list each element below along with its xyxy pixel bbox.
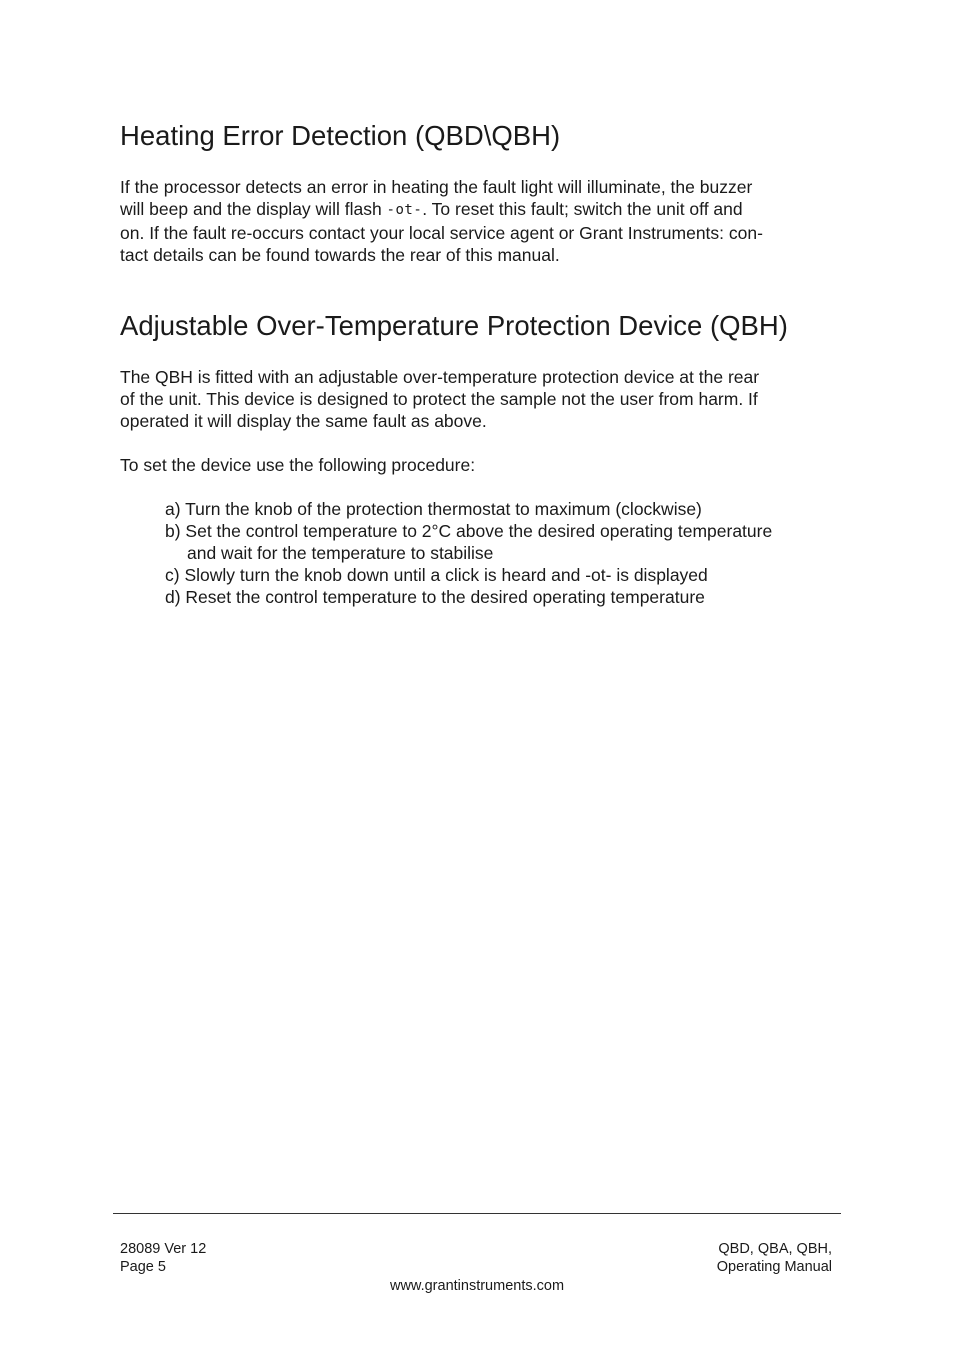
footer-website: www.grantinstruments.com (389, 1278, 565, 1294)
paragraph-line (120, 198, 842, 222)
footer-divider (113, 1213, 841, 1214)
paragraph-line: on. If the fault re-occurs contact your local service agent or Grant Instruments: con- (120, 223, 763, 243)
step-text: a) Turn the knob of the protection thermostat to maximum (clockwise) (165, 499, 702, 519)
procedure-intro (120, 454, 842, 476)
step-continuation: and wait for the temperature to stabilise (187, 543, 494, 563)
step-text: c) Slowly turn the knob down until a click is heard and -ot- is displayed (165, 565, 708, 585)
procedure-step-b (165, 520, 772, 564)
paragraph-line: To set the device use the following procedure: (120, 455, 476, 475)
procedure-step-a (165, 498, 772, 520)
paragraph-text: will beep and the display will flash (120, 199, 387, 219)
paragraph-text: . To reset this fault; switch the unit off and (422, 199, 743, 219)
over-temperature-paragraph (120, 366, 842, 432)
step-text: b) Set the control temperature to 2°C above the desired operating temperature (165, 521, 773, 541)
footer-manual-title: Operating Manual (716, 1259, 832, 1275)
heating-error-paragraph (120, 176, 842, 266)
footer-version: 28089 Ver 12 (120, 1241, 207, 1257)
section-title-over-temperature: Adjustable Over-Temperature Protection Device (QBH) (120, 310, 788, 341)
step-text: d) Reset the control temperature to the desired operating temperature (165, 587, 705, 607)
paragraph-line: The QBH is fitted with an adjustable over-temperature protection device at the rear (120, 367, 760, 387)
paragraph-line: If the processor detects an error in heating the fault light will illuminate, the buzzer (120, 177, 753, 197)
footer-page-number: Page 5 (120, 1259, 166, 1275)
procedure-steps (165, 498, 772, 608)
paragraph-line: operated it will display the same fault as above. (120, 411, 487, 431)
procedure-step-d (165, 586, 772, 608)
section-title-heating-error: Heating Error Detection (QBD\QBH) (120, 120, 561, 151)
paragraph-line: tact details can be found towards the rear of this manual. (120, 245, 560, 265)
fault-display-code: -ot- (386, 202, 423, 218)
footer-products: QBD, QBA, QBH, (718, 1241, 832, 1257)
paragraph-line: of the unit. This device is designed to protect the sample not the user from harm. If (120, 389, 758, 409)
procedure-step-c (165, 564, 772, 586)
